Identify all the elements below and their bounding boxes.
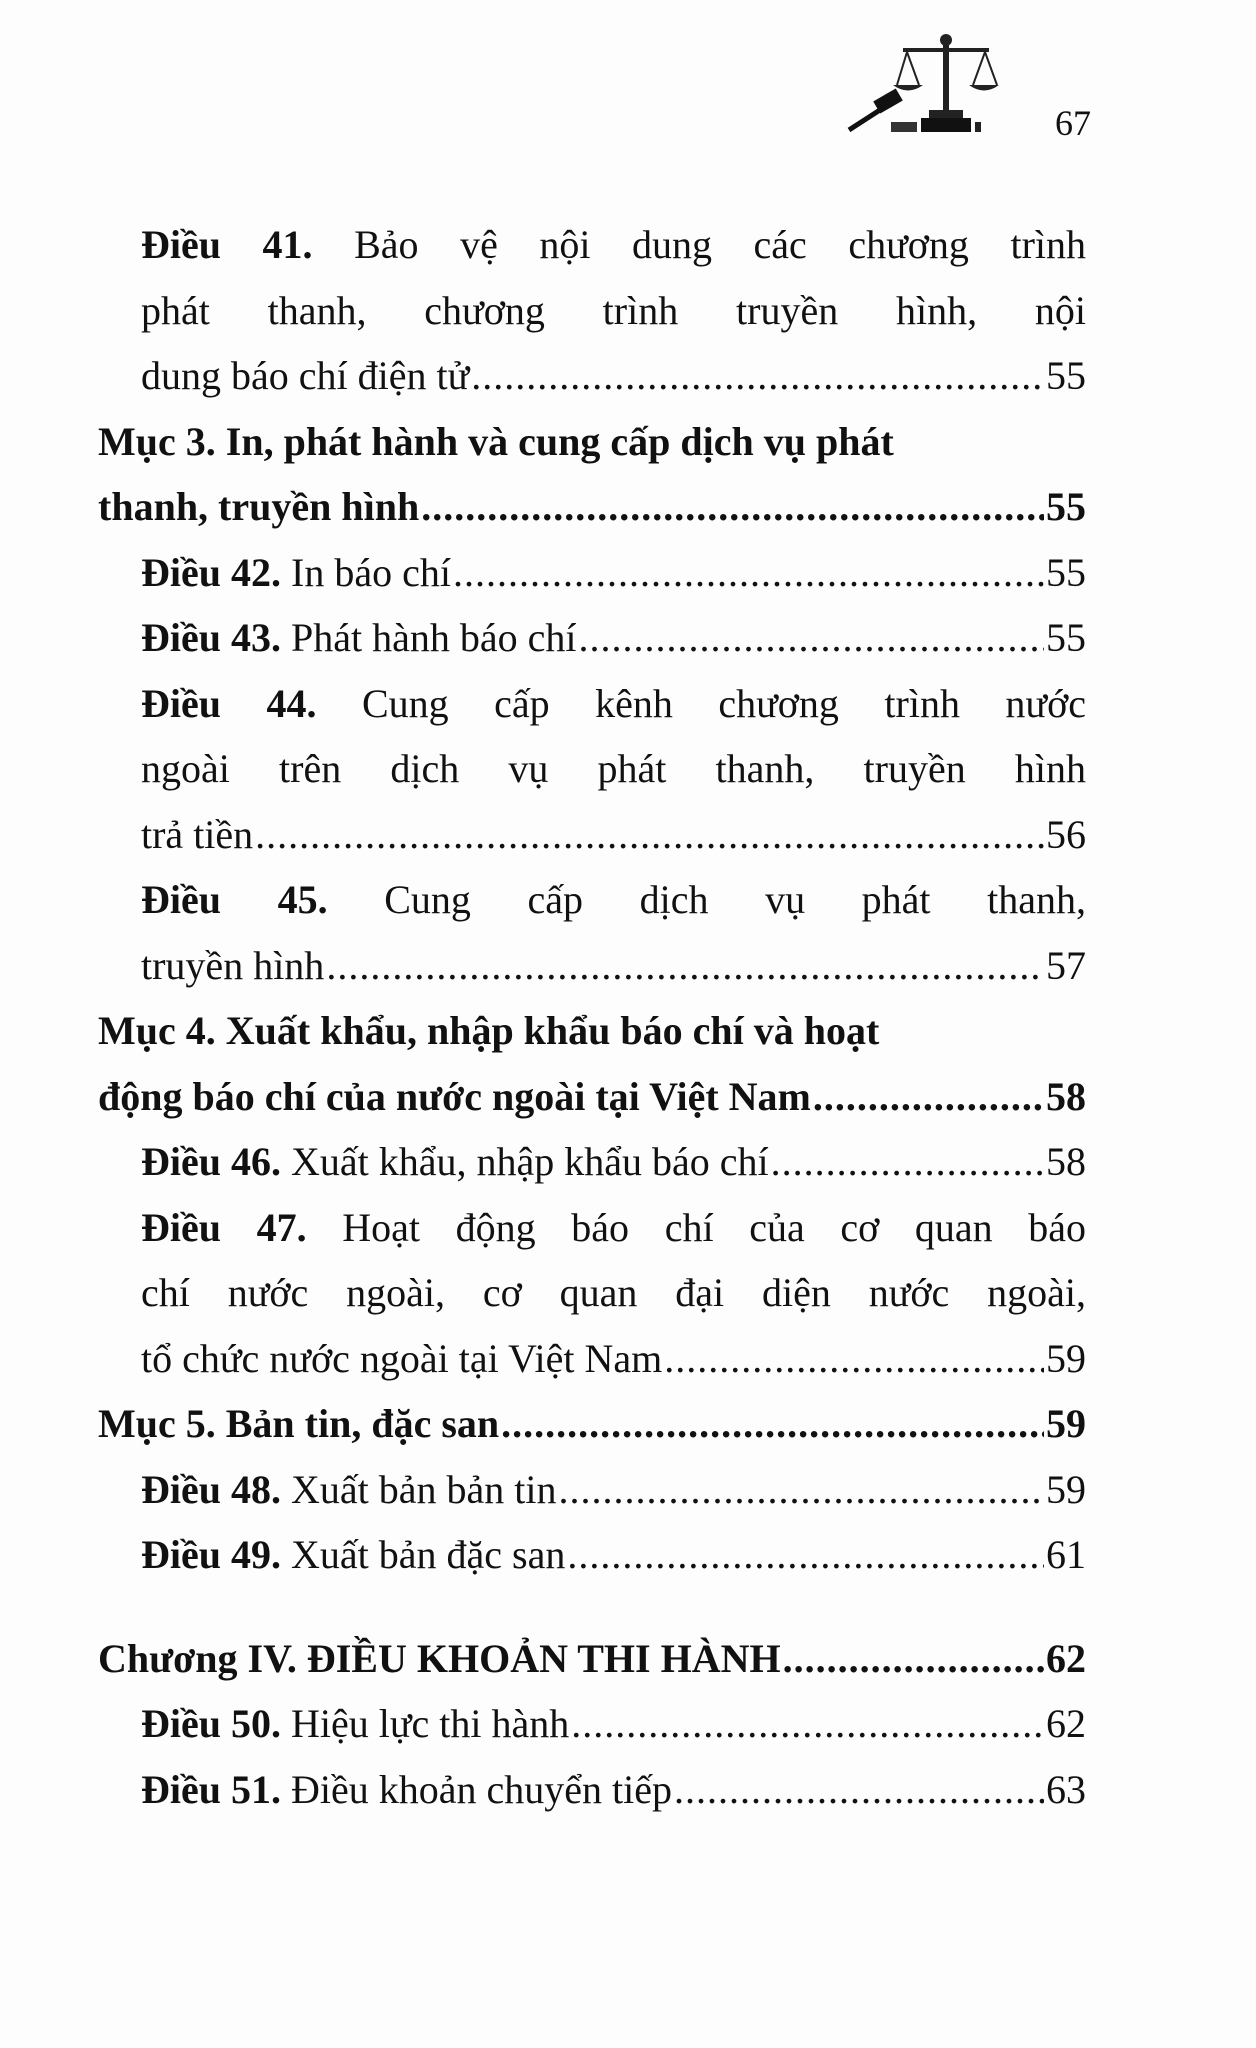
leader-dots [559,1457,1045,1523]
toc-label: Điều 42. [141,549,281,595]
toc-title: Phát hành báo chí [291,615,577,660]
toc-label: Điều 43. [141,615,281,660]
toc-label: Điều 41. [141,222,313,267]
toc-title: Xuất bản đặc san [291,1532,566,1577]
toc-section-muc-3-line-1 [98,409,1086,475]
toc-entry-dieu-45-line-1 [98,867,1086,933]
toc-page-number: 63 [1046,1766,1086,1812]
toc-chapter-iv [98,1626,1086,1692]
toc-entry-dieu-46 [98,1129,1086,1195]
toc-entry-dieu-42 [98,540,1086,606]
leader-dots [579,605,1045,671]
toc-entry-dieu-49 [98,1522,1086,1588]
toc-entry-dieu-45-line-2 [98,933,1086,999]
toc-entry-dieu-47-line-1 [98,1195,1086,1261]
leader-dots [783,1626,1044,1692]
toc-section-title: Mục 4. Xuất khẩu, nhập khẩu báo chí và hoạt [98,1008,880,1053]
toc-title: Hoạt động báo chí của cơ quan báo [342,1204,1087,1250]
leader-dots [501,1391,1044,1457]
toc-entry-dieu-44-line-3 [98,802,1086,868]
toc-label: Điều 44. [141,680,317,726]
leader-dots [471,343,1044,409]
toc-page-number: 57 [1046,942,1086,988]
scales-of-justice-gavel-icon [831,30,1011,140]
toc-page-number: 55 [1046,484,1086,529]
toc-entry-dieu-41-line-2 [98,278,1086,344]
toc-chapter-title: Chương IV. ĐIỀU KHOẢN THI HÀNH [98,1635,781,1681]
toc-title: Điều khoản chuyển tiếp [291,1766,672,1812]
leader-dots [421,474,1044,540]
toc-label: Điều 48. [141,1466,281,1512]
toc-page-number: 59 [1046,1335,1086,1381]
leader-dots [771,1129,1044,1195]
toc-label: Điều 46. [141,1139,281,1184]
toc-section-title: động báo chí của nước ngoài tại Việt Nam [98,1073,811,1119]
toc-label: Điều 50. [141,1701,281,1746]
table-of-contents [98,212,1086,1822]
toc-label: Điều 51. [141,1766,281,1812]
toc-label: Điều 45. [141,877,328,922]
toc-title: In báo chí [291,549,451,595]
toc-section-muc-5 [98,1391,1086,1457]
toc-entry-dieu-47-line-3 [98,1326,1086,1392]
toc-entry-dieu-47-line-2 [98,1260,1086,1326]
toc-section-muc-3-line-2 [98,474,1086,540]
toc-title: chí nước ngoài, cơ quan đại diện nước ngoài, [141,1270,1086,1315]
toc-title: truyền hình [141,942,325,988]
toc-page-number: 58 [1046,1073,1086,1119]
toc-title: dung báo chí điện tử [141,353,470,398]
leader-dots [674,1757,1044,1823]
toc-page-number: 55 [1046,615,1086,660]
toc-page-number: 62 [1046,1635,1086,1681]
toc-title: phát thanh, chương trình truyền hình, nội [141,287,1086,333]
toc-page-number: 59 [1046,1401,1086,1446]
toc-page-number: 59 [1046,1466,1086,1512]
toc-entry-dieu-44-line-1 [98,671,1086,737]
toc-title: Cung cấp kênh chương trình nước [361,680,1087,726]
leader-dots [453,540,1044,606]
toc-title: Cung cấp dịch vụ phát thanh, [384,877,1087,922]
toc-page-number: 58 [1046,1139,1086,1184]
toc-page-number: 61 [1046,1532,1086,1577]
toc-entry-dieu-43 [98,605,1086,671]
toc-entry-dieu-50 [98,1691,1086,1757]
toc-title: trả tiền [141,811,254,857]
leader-dots [326,933,1044,999]
toc-entry-dieu-51 [98,1757,1086,1823]
toc-page-number: 55 [1046,353,1086,398]
toc-page-number: 55 [1046,549,1086,595]
leader-dots [571,1691,1044,1757]
toc-section-muc-4-line-1 [98,998,1086,1064]
leader-dots [255,802,1044,868]
toc-page-number: 62 [1046,1701,1086,1746]
toc-title: Xuất khẩu, nhập khẩu báo chí [291,1139,769,1184]
leader-dots [567,1522,1044,1588]
section-spacer [98,1588,1086,1626]
toc-section-title: thanh, truyền hình [98,484,420,529]
toc-title: Hiệu lực thi hành [291,1701,570,1746]
toc-section-title: Mục 5. Bản tin, đặc san [98,1401,500,1446]
toc-entry-dieu-44-line-2 [98,736,1086,802]
toc-title: Bảo vệ nội dung các chương trình [354,222,1087,267]
toc-section-title: Mục 3. In, phát hành và cung cấp dịch vụ phát [98,418,894,464]
toc-entry-dieu-41-line-1 [98,212,1086,278]
page-number: 67 [1055,103,1091,143]
leader-dots [664,1326,1044,1392]
toc-entry-dieu-48 [98,1457,1086,1523]
page-header [831,30,1091,150]
toc-page-number: 56 [1046,811,1086,857]
toc-title: Xuất bản bản tin [291,1466,557,1512]
toc-label: Điều 49. [141,1532,281,1577]
toc-title: tổ chức nước ngoài tại Việt Nam [141,1335,663,1381]
toc-entry-dieu-41-line-3 [98,343,1086,409]
leader-dots [813,1064,1044,1130]
toc-label: Điều 47. [141,1204,307,1250]
toc-title: ngoài trên dịch vụ phát thanh, truyền hình [141,746,1086,791]
toc-section-muc-4-line-2 [98,1064,1086,1130]
